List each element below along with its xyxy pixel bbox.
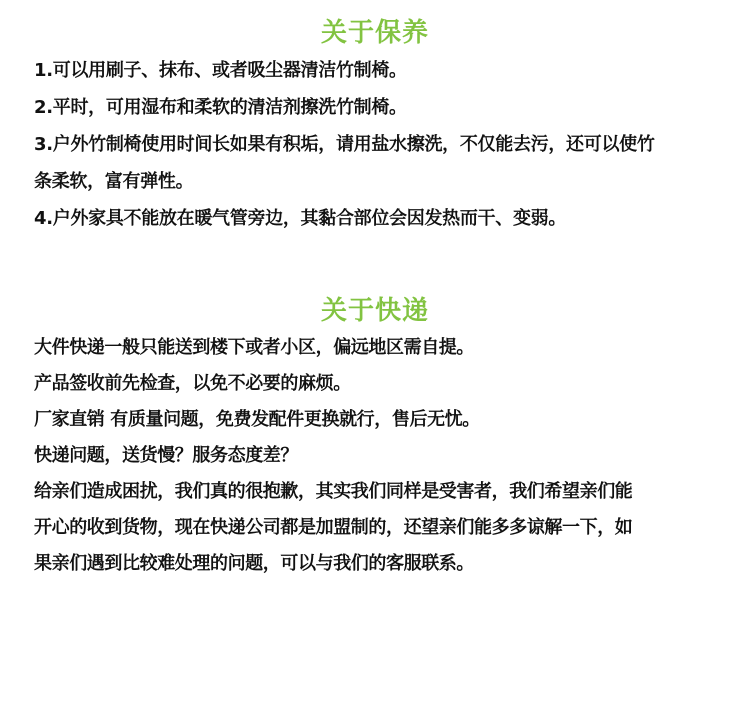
care-list <box>0 52 750 237</box>
care-line: 4.户外家具不能放在暖气管旁边，其黏合部位会因发热而干、变弱。 <box>34 208 567 229</box>
delivery-heading: 关于快递 <box>320 296 429 326</box>
delivery-line: 开心的收到货物，现在快递公司都是加盟制的，还望亲们能多多谅解一下，如 <box>34 517 633 538</box>
care-line: 1.可以用刷子、抹布、或者吸尘器清洁竹制椅。 <box>34 60 407 81</box>
delivery-line: 给亲们造成困扰，我们真的很抱歉，其实我们同样是受害者，我们希望亲们能 <box>34 481 633 502</box>
delivery-line: 大件快递一般只能送到楼下或者小区，偏远地区需自提。 <box>34 337 474 358</box>
delivery-list <box>0 330 750 582</box>
care-line: 条柔软，富有弹性。 <box>34 171 194 192</box>
delivery-line: 产品签收前先检查，以免不必要的麻烦。 <box>34 373 351 394</box>
care-heading: 关于保养 <box>320 18 429 48</box>
delivery-line: 果亲们遇到比较难处理的问题，可以与我们的客服联系。 <box>34 553 474 574</box>
care-line: 2.平时，可用湿布和柔软的清洁剂擦洗竹制椅。 <box>34 97 407 118</box>
delivery-line: 厂家直销 有质量问题，免费发配件更换就行，售后无忧。 <box>34 409 480 430</box>
delivery-section <box>0 292 750 582</box>
delivery-line: 快递问题，送货慢？服务态度差？ <box>34 445 298 466</box>
care-section <box>0 14 750 237</box>
care-line: 3.户外竹制椅使用时间长如果有积垢，请用盐水擦洗，不仅能去污，还可以使竹 <box>34 134 655 155</box>
